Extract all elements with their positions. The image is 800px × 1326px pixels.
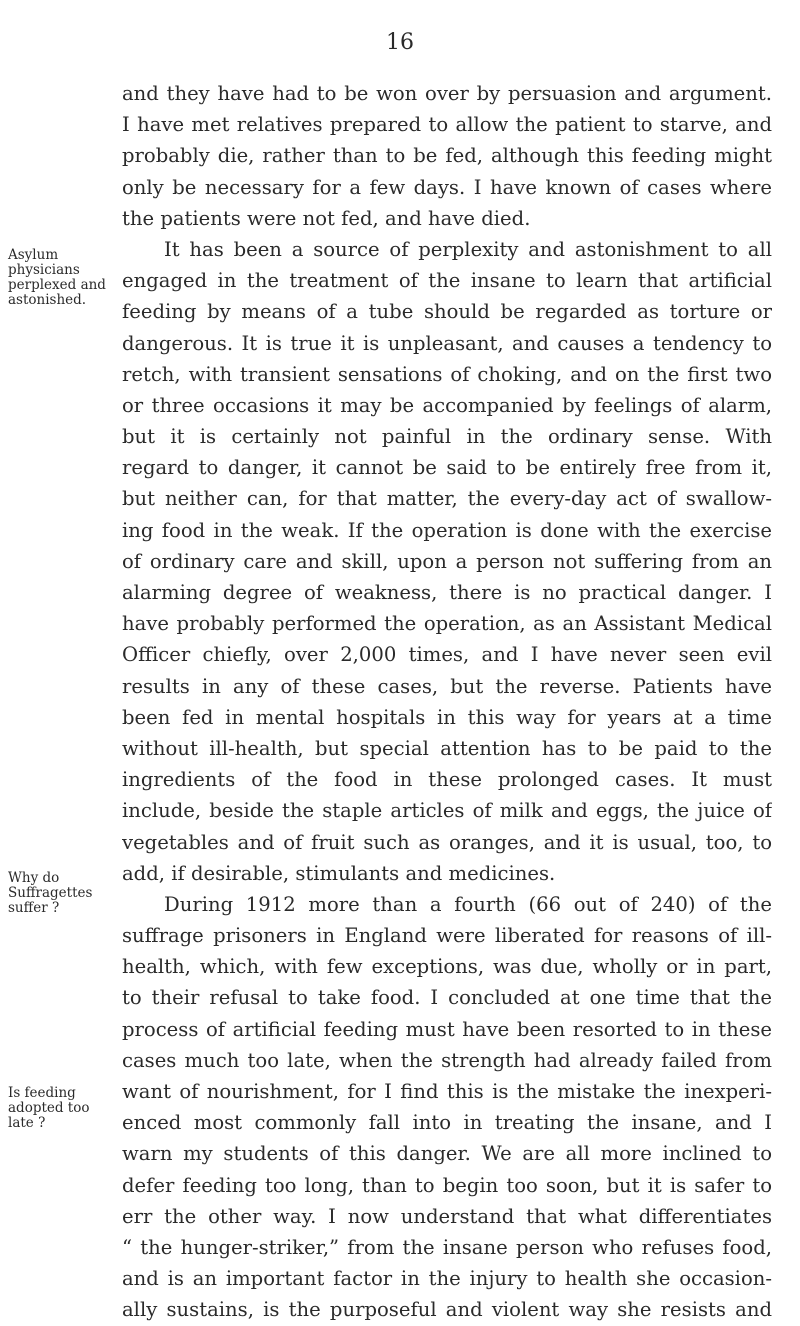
text-line: and is an important factor in the injury to health she occasion-: [122, 1267, 772, 1291]
margin-note-line: late ?: [8, 1115, 46, 1131]
text-line: without ill-health, but special attention has to be paid to the: [122, 736, 772, 760]
margin-note-line: Asylum: [8, 247, 59, 263]
margin-note-line: Is feeding: [8, 1085, 76, 1101]
margin-note-line: physicians: [8, 262, 80, 278]
text-line: enced most commonly fall into in treating the insane, and I: [122, 1111, 772, 1135]
text-line: suffrage prisoners in England were liberated for reasons of ill-: [122, 924, 772, 948]
text-line: but it is certainly not painful in the ordinary sense. With: [122, 425, 772, 449]
text-line: but neither can, for that matter, the every-day act of swallow-: [122, 487, 772, 511]
page-number: 16: [386, 30, 414, 55]
margin-note-line: adopted too: [8, 1100, 90, 1116]
text-line: err the other way. I now understand that what differentiates: [122, 1204, 772, 1228]
text-line: regard to danger, it cannot be said to be entirely free from it,: [122, 456, 772, 480]
text-line: have probably performed the operation, as an Assistant Medical: [122, 612, 772, 636]
margin-note-asylum-physicians: [8, 248, 120, 308]
text-line: It has been a source of perplexity and astonishment to all: [164, 237, 772, 261]
text-line: ingredients of the food in these prolonged cases. It must: [122, 768, 772, 792]
text-line: Officer chiefly, over 2,000 times, and I have never seen evil: [122, 643, 772, 667]
text-line: add, if desirable, stimulants and medicines.: [122, 861, 556, 885]
text-line: retch, with transient sensations of choking, and on the first two: [122, 362, 772, 386]
text-line: health, which, with few exceptions, was due, wholly or in part,: [122, 955, 772, 979]
text-line: probably die, rather than to be fed, although this feeding might: [122, 144, 772, 168]
text-line: alarming degree of weakness, there is no practical danger. I: [122, 581, 772, 604]
text-line: to their refusal to take food. I concluded at one time that the: [122, 986, 772, 1010]
text-line: want of nourishment, for I find this is the mistake the inexperi-: [122, 1080, 772, 1103]
margin-note-line: astonished.: [8, 292, 87, 308]
margin-note-feeding-late: [8, 1086, 120, 1131]
text-line: feeding by means of a tube should be regarded as torture or: [122, 300, 772, 324]
text-line: process of artificial feeding must have been resorted to in these: [122, 1017, 772, 1041]
text-line: or three occasions it may be accompanied by feelings of alarm,: [122, 393, 772, 417]
text-line: only be necessary for a few days. I have known of cases where: [122, 175, 772, 199]
text-line: dangerous. It is true it is unpleasant, and causes a tendency to: [122, 331, 772, 355]
text-line: vegetables and of fruit such as oranges, and it is usual, too, to: [122, 830, 772, 854]
text-line: the patients were not fed, and have died.: [122, 206, 531, 230]
margin-note-suffragettes: [8, 871, 120, 916]
text-line: been fed in mental hospitals in this way for years at a time: [122, 705, 772, 729]
margin-note-line: perplexed and: [8, 277, 106, 293]
text-line: include, beside the staple articles of milk and eggs, the juice of: [122, 799, 772, 823]
text-line: and they have had to be won over by persuasion and argument.: [122, 82, 772, 105]
text-line: engaged in the treatment of the insane to learn that artificial: [122, 269, 772, 293]
text-line: “ the hunger-striker,” from the insane person who refuses food,: [122, 1235, 772, 1259]
margin-note-line: Suffragettes: [8, 885, 93, 901]
margin-note-line: suffer ?: [8, 900, 60, 916]
text-line: During 1912 more than a fourth (66 out of 240) of the: [164, 892, 772, 916]
text-line: results in any of these cases, but the reverse. Patients have: [122, 674, 772, 698]
text-line: of ordinary care and skill, upon a person not suffering from an: [122, 549, 772, 573]
text-line: I have met relatives prepared to allow the patient to starve, and: [122, 113, 772, 137]
margin-note-line: Why do: [8, 870, 60, 886]
text-line: defer feeding too long, than to begin too soon, but it is safer to: [122, 1173, 772, 1197]
text-line: ing food in the weak. If the operation is done with the exercise: [122, 518, 772, 542]
text-line: ally sustains, is the purposeful and violent way she resists and: [122, 1298, 772, 1322]
body-text: [122, 78, 772, 1326]
text-line: cases much too late, when the strength had already failed from: [122, 1048, 772, 1072]
text-line: warn my students of this danger. We are all more inclined to: [122, 1142, 772, 1166]
